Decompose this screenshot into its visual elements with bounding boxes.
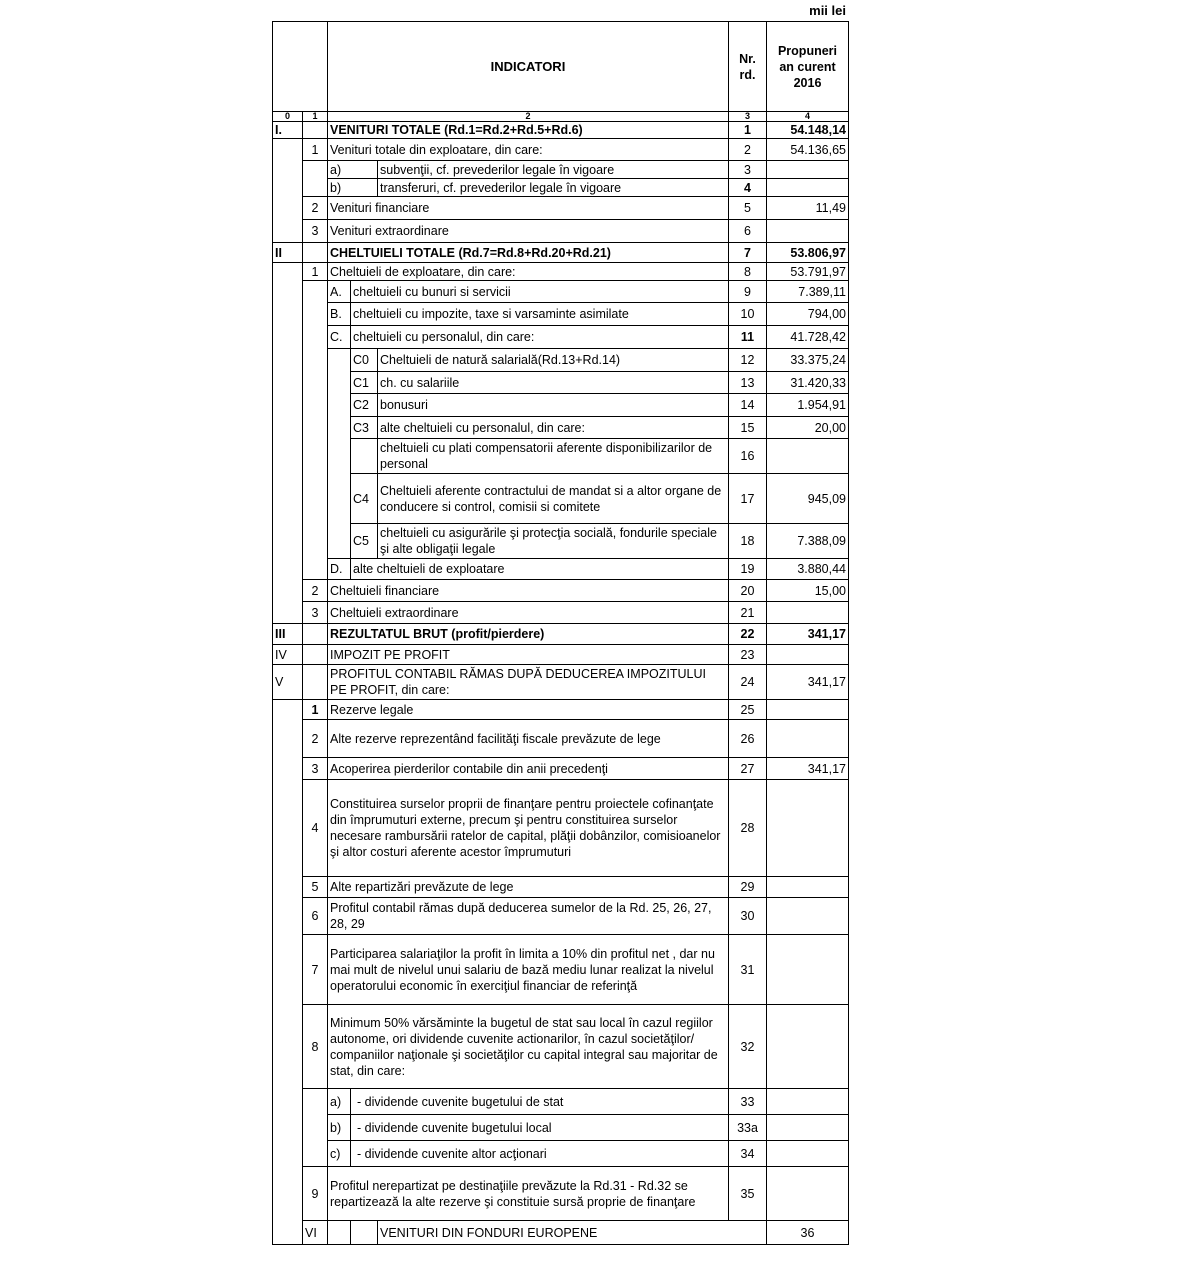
row-value bbox=[767, 220, 849, 243]
row-label: Minimum 50% vărsăminte la bugetul de stat sau local în cazul regiilor autonome, ori dividende cuvenite actionarilor, în cazul societăţilor/ companiilor naţionale şi societăţilor cu capital integral sau majoritar de stat, din care: bbox=[328, 1005, 729, 1089]
table-row bbox=[273, 243, 849, 263]
row-number: 5 bbox=[729, 197, 767, 220]
row-label: alte cheltuieli cu personalul, din care: bbox=[378, 417, 729, 439]
row-label: Alte rezerve reprezentând facilităţi fiscale prevăzute de lege bbox=[328, 720, 729, 758]
sub-code: b) bbox=[328, 1115, 351, 1141]
row-value: 341,17 bbox=[767, 665, 849, 700]
section-code: IV bbox=[273, 645, 303, 665]
row-label: cheltuieli cu asigurările şi protecţia socială, fondurile speciale şi alte obligaţii legale bbox=[378, 524, 729, 559]
row-number: 30 bbox=[729, 898, 767, 935]
row-value bbox=[767, 898, 849, 935]
row-value: 1.954,91 bbox=[767, 394, 849, 417]
row-value: 33.375,24 bbox=[767, 349, 849, 372]
row-label: Venituri extraordinare bbox=[328, 220, 729, 243]
row-number: 6 bbox=[729, 220, 767, 243]
row-label: - dividende cuvenite bugetului de stat bbox=[351, 1089, 729, 1115]
index-cell: 4 bbox=[767, 112, 849, 122]
sub-code: a) bbox=[328, 1089, 351, 1115]
row-label: subvenţii, cf. prevederilor legale în vigoare bbox=[378, 161, 729, 179]
item-number: 6 bbox=[303, 898, 328, 935]
row-value: 7.389,11 bbox=[767, 281, 849, 303]
table-row bbox=[273, 122, 849, 139]
item-number: 2 bbox=[303, 580, 328, 602]
row-value: 53.806,97 bbox=[767, 243, 849, 263]
row-label: - dividende cuvenite altor acţionari bbox=[351, 1141, 729, 1167]
table-row bbox=[273, 474, 849, 524]
sub-code: b) bbox=[328, 179, 378, 197]
header-blank bbox=[273, 22, 328, 112]
row-value bbox=[767, 439, 849, 474]
sub-code: A. bbox=[328, 281, 351, 303]
table-row bbox=[273, 602, 849, 624]
table-row bbox=[273, 303, 849, 326]
row-label: Cheltuieli de exploatare, din care: bbox=[328, 263, 729, 281]
row-number: 33 bbox=[729, 1089, 767, 1115]
row-label: - dividende cuvenite bugetului local bbox=[351, 1115, 729, 1141]
row-value bbox=[767, 1141, 849, 1167]
row-value: 31.420,33 bbox=[767, 372, 849, 394]
sub-code: C2 bbox=[351, 394, 378, 417]
item-number: 2 bbox=[303, 197, 328, 220]
item-number: 3 bbox=[303, 220, 328, 243]
row-label: IMPOZIT PE PROFIT bbox=[328, 645, 729, 665]
table-row bbox=[273, 394, 849, 417]
table-row bbox=[273, 197, 849, 220]
row-value: 15,00 bbox=[767, 580, 849, 602]
table-row bbox=[273, 898, 849, 935]
row-value bbox=[767, 161, 849, 179]
table-row bbox=[273, 263, 849, 281]
row-number: 31 bbox=[729, 935, 767, 1005]
row-value: 341,17 bbox=[767, 624, 849, 645]
row-label: cheltuieli cu impozite, taxe si varsaminte asimilate bbox=[351, 303, 729, 326]
row-number: 3 bbox=[729, 161, 767, 179]
row-value: 20,00 bbox=[767, 417, 849, 439]
index-cell: 3 bbox=[729, 112, 767, 122]
header-nr-rd: Nr. rd. bbox=[729, 22, 767, 112]
index-cell: 2 bbox=[328, 112, 729, 122]
row-number: 9 bbox=[729, 281, 767, 303]
row-label: VENITURI TOTALE (Rd.1=Rd.2+Rd.5+Rd.6) bbox=[328, 122, 729, 139]
table-row bbox=[273, 1115, 849, 1141]
row-label: ch. cu salariile bbox=[378, 372, 729, 394]
row-number: 7 bbox=[729, 243, 767, 263]
table-row bbox=[273, 780, 849, 877]
row-number: 24 bbox=[729, 665, 767, 700]
row-label: Rezerve legale bbox=[328, 700, 729, 720]
section-code: I. bbox=[273, 122, 303, 139]
table-row bbox=[273, 139, 849, 161]
row-number: 36 bbox=[767, 1221, 849, 1245]
row-value bbox=[767, 645, 849, 665]
table-row bbox=[273, 758, 849, 780]
row-label: cheltuieli cu bunuri si servicii bbox=[351, 281, 729, 303]
table-row bbox=[273, 720, 849, 758]
row-label: transferuri, cf. prevederilor legale în vigoare bbox=[378, 179, 729, 197]
row-value bbox=[767, 1089, 849, 1115]
row-number: 15 bbox=[729, 417, 767, 439]
sub-code: C3 bbox=[351, 417, 378, 439]
section-code: II bbox=[273, 243, 303, 263]
row-value bbox=[767, 602, 849, 624]
sub-code: C1 bbox=[351, 372, 378, 394]
row-value: 7.388,09 bbox=[767, 524, 849, 559]
item-number: 3 bbox=[303, 758, 328, 780]
table-row bbox=[273, 372, 849, 394]
row-label: REZULTATUL BRUT (profit/pierdere) bbox=[328, 624, 729, 645]
sub-code: C0 bbox=[351, 349, 378, 372]
sub-code: D. bbox=[328, 559, 351, 580]
row-number: 23 bbox=[729, 645, 767, 665]
row-label: Alte repartizări prevăzute de lege bbox=[328, 877, 729, 898]
sub-code: C. bbox=[328, 326, 351, 349]
row-number: 19 bbox=[729, 559, 767, 580]
row-label: CHELTUIELI TOTALE (Rd.7=Rd.8+Rd.20+Rd.21) bbox=[328, 243, 729, 263]
table-row bbox=[273, 1167, 849, 1221]
item-number: 2 bbox=[303, 720, 328, 758]
row-number: 1 bbox=[729, 122, 767, 139]
row-label: Profitul contabil rămas după deducerea sumelor de la Rd. 25, 26, 27, 28, 29 bbox=[328, 898, 729, 935]
table-row bbox=[273, 1005, 849, 1089]
table-row bbox=[273, 559, 849, 580]
row-value: 341,17 bbox=[767, 758, 849, 780]
row-value: 945,09 bbox=[767, 474, 849, 524]
row-value: 54.136,65 bbox=[767, 139, 849, 161]
row-label: Participarea salariaţilor la profit în limita a 10% din profitul net , dar nu mai mult de nivelul unui salariu de bază mediu lunar realizat la nivelul operatorului economic în exerciţiul financiar de referinţă bbox=[328, 935, 729, 1005]
row-number: 18 bbox=[729, 524, 767, 559]
row-label: bonusuri bbox=[378, 394, 729, 417]
row-label: alte cheltuieli de exploatare bbox=[351, 559, 729, 580]
table-row bbox=[273, 665, 849, 700]
row-value: 41.728,42 bbox=[767, 326, 849, 349]
row-value bbox=[767, 1115, 849, 1141]
item-number: 9 bbox=[303, 1167, 328, 1221]
section-code: VI bbox=[303, 1221, 328, 1245]
row-number: 11 bbox=[729, 326, 767, 349]
row-number: 10 bbox=[729, 303, 767, 326]
item-number: 7 bbox=[303, 935, 328, 1005]
row-number: 13 bbox=[729, 372, 767, 394]
table-row bbox=[273, 877, 849, 898]
row-number: 4 bbox=[729, 179, 767, 197]
item-number: 1 bbox=[303, 263, 328, 281]
row-number: 2 bbox=[729, 139, 767, 161]
row-number: 17 bbox=[729, 474, 767, 524]
row-value: 794,00 bbox=[767, 303, 849, 326]
sub-code: c) bbox=[328, 1141, 351, 1167]
header-propuneri: Propuneri an curent 2016 bbox=[767, 22, 849, 112]
row-label: Venituri totale din exploatare, din care: bbox=[328, 139, 729, 161]
row-label: Acoperirea pierderilor contabile din anii precedenţi bbox=[328, 758, 729, 780]
row-value bbox=[767, 1167, 849, 1221]
row-number: 29 bbox=[729, 877, 767, 898]
row-label: Profitul nerepartizat pe destinaţiile prevăzute la Rd.31 - Rd.32 se repartizează la alte rezerve şi constituie sursă proprie de finanţare bbox=[328, 1167, 729, 1221]
row-label: cheltuieli cu plati compensatorii aferente disponibilizarilor de personal bbox=[378, 439, 729, 474]
row-label: Venituri financiare bbox=[328, 197, 729, 220]
row-value: 54.148,14 bbox=[767, 122, 849, 139]
row-value bbox=[767, 935, 849, 1005]
table-row bbox=[273, 220, 849, 243]
row-number: 14 bbox=[729, 394, 767, 417]
index-cell: 0 bbox=[273, 112, 303, 122]
item-number: 1 bbox=[303, 139, 328, 161]
row-value bbox=[767, 700, 849, 720]
row-number: 26 bbox=[729, 720, 767, 758]
table-row bbox=[273, 417, 849, 439]
item-number: 8 bbox=[303, 1005, 328, 1089]
row-label: Cheltuieli aferente contractului de mandat si a altor organe de conducere si control, comisii si comitete bbox=[378, 474, 729, 524]
row-number: 32 bbox=[729, 1005, 767, 1089]
row-label: Constituirea surselor proprii de finanţare pentru proiectele cofinanţate din împrumuturi externe, precum şi pentru constituirea surselor necesare rambursării ratelor de capital, plăţii dobânzilor, comisioanelor şi altor costuri aferente acestor împrumuturi bbox=[328, 780, 729, 877]
sub-code bbox=[351, 439, 378, 474]
sub-code: C5 bbox=[351, 524, 378, 559]
row-value bbox=[767, 720, 849, 758]
table-row bbox=[273, 624, 849, 645]
table-row bbox=[273, 935, 849, 1005]
row-number: 33a bbox=[729, 1115, 767, 1141]
row-number: 20 bbox=[729, 580, 767, 602]
row-number: 16 bbox=[729, 439, 767, 474]
table-row bbox=[273, 1221, 849, 1245]
row-value bbox=[767, 179, 849, 197]
row-label: Cheltuieli extraordinare bbox=[328, 602, 729, 624]
row-label: VENITURI DIN FONDURI EUROPENE bbox=[378, 1221, 767, 1245]
row-number: 8 bbox=[729, 263, 767, 281]
budget-table bbox=[272, 21, 849, 1245]
row-number: 34 bbox=[729, 1141, 767, 1167]
table-row bbox=[273, 645, 849, 665]
index-cell: 1 bbox=[303, 112, 328, 122]
table-row bbox=[273, 580, 849, 602]
row-value bbox=[767, 877, 849, 898]
table-row bbox=[273, 161, 849, 179]
table-row bbox=[273, 281, 849, 303]
row-label: Cheltuieli de natură salarială(Rd.13+Rd.14) bbox=[378, 349, 729, 372]
table-row bbox=[273, 700, 849, 720]
unit-label: mii lei bbox=[809, 3, 846, 18]
row-value: 53.791,97 bbox=[767, 263, 849, 281]
table-row bbox=[273, 326, 849, 349]
table-row bbox=[273, 1141, 849, 1167]
row-number: 12 bbox=[729, 349, 767, 372]
item-number: 4 bbox=[303, 780, 328, 877]
table-row bbox=[273, 439, 849, 474]
sub-code: B. bbox=[328, 303, 351, 326]
row-value: 11,49 bbox=[767, 197, 849, 220]
header-indicatori: INDICATORI bbox=[328, 22, 729, 112]
row-label: Cheltuieli financiare bbox=[328, 580, 729, 602]
row-value bbox=[767, 1005, 849, 1089]
table-row bbox=[273, 1089, 849, 1115]
table-row bbox=[273, 349, 849, 372]
row-number: 25 bbox=[729, 700, 767, 720]
table-row bbox=[273, 179, 849, 197]
sub-code: a) bbox=[328, 161, 378, 179]
row-label: PROFITUL CONTABIL RĂMAS DUPĂ DEDUCEREA IMPOZITULUI PE PROFIT, din care: bbox=[328, 665, 729, 700]
item-number: 1 bbox=[303, 700, 328, 720]
row-number: 35 bbox=[729, 1167, 767, 1221]
section-code: III bbox=[273, 624, 303, 645]
section-code: V bbox=[273, 665, 303, 700]
row-value: 3.880,44 bbox=[767, 559, 849, 580]
sub-code: C4 bbox=[351, 474, 378, 524]
item-number: 3 bbox=[303, 602, 328, 624]
row-number: 22 bbox=[729, 624, 767, 645]
row-label: cheltuieli cu personalul, din care: bbox=[351, 326, 729, 349]
row-number: 27 bbox=[729, 758, 767, 780]
table-row bbox=[273, 524, 849, 559]
row-number: 21 bbox=[729, 602, 767, 624]
row-value bbox=[767, 780, 849, 877]
row-number: 28 bbox=[729, 780, 767, 877]
item-number: 5 bbox=[303, 877, 328, 898]
